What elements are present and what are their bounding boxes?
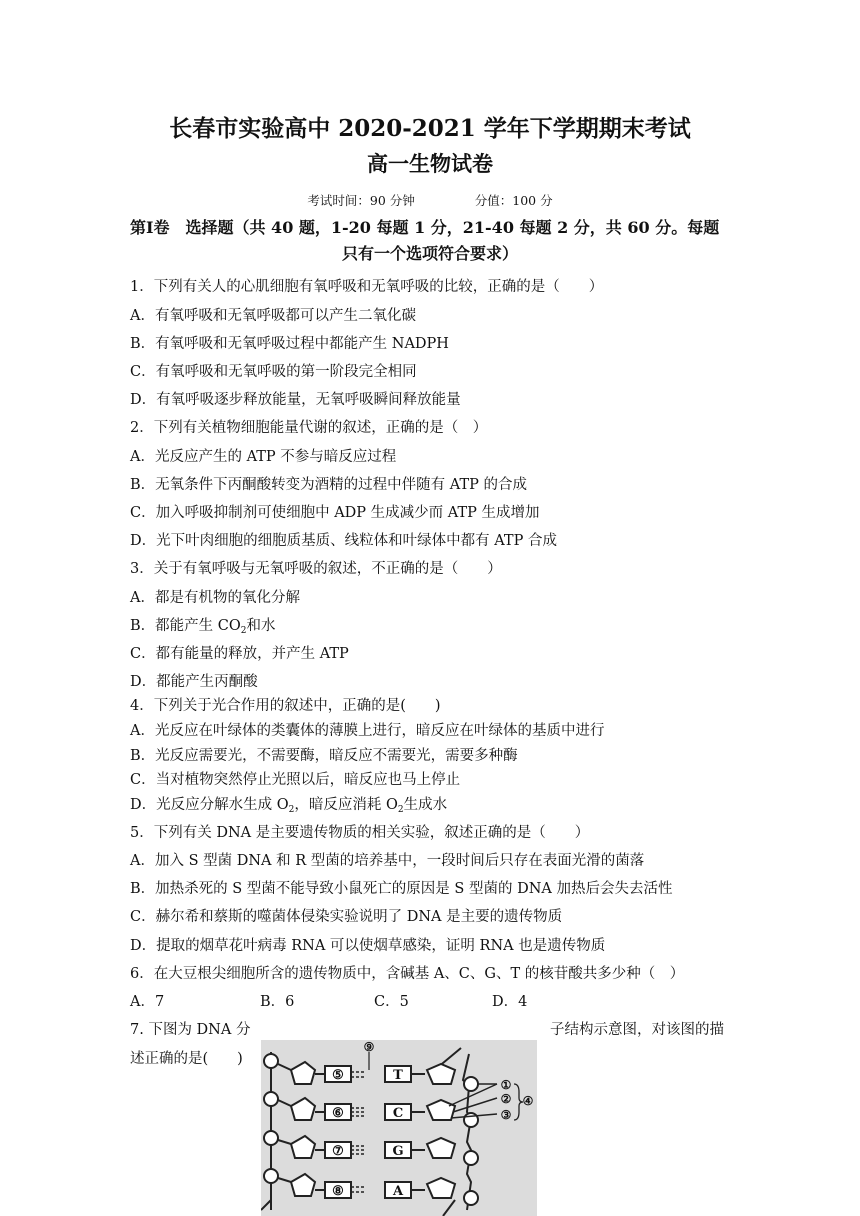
q3-b-text-end: 和水	[246, 618, 276, 634]
label-2: ②	[500, 1092, 512, 1106]
base-g: G	[392, 1144, 404, 1159]
q4-d-subscript-2: 2	[397, 805, 404, 815]
question-5-stem: 5．下列有关 DNA 是主要遗传物质的相关实验，叙述正确的是（ ）	[130, 825, 590, 841]
question-6-option-d: D．4	[492, 994, 528, 1010]
exam-title: 长春市实验高中 2020-2021 学年下学期期末考试	[169, 115, 691, 142]
question-5-option-b: B．加热杀死的 S 型菌不能导致小鼠死亡的原因是 S 型菌的 DNA 加热后会失去活性	[130, 881, 673, 897]
brace-4	[514, 1084, 523, 1120]
question-4-option-d	[130, 793, 447, 815]
base-c: C	[392, 1106, 404, 1121]
question-6-stem: 6．在大豆根尖细胞所含的遗传物质中，含碱基 A、C、G、T 的核苷酸共多少种（ ）	[130, 966, 685, 982]
q4-d-text-mid: ，暗反应消耗 O	[294, 797, 398, 813]
question-2-stem: 2．下列有关植物细胞能量代谢的叙述，正确的是（ ）	[130, 420, 488, 436]
base-t: T	[393, 1068, 403, 1083]
question-4-stem: 4．下列关于光合作用的叙述中，正确的是( )	[130, 698, 441, 714]
label-7: ⑦	[332, 1144, 344, 1159]
question-1-option-c: C．有氧呼吸和无氧呼吸的第一阶段完全相同	[130, 364, 417, 380]
question-3-option-c: C．都有能量的释放，并产生 ATP	[130, 646, 349, 662]
q3-b-subscript: 2	[240, 626, 247, 636]
q4-d-subscript: 2	[288, 805, 295, 815]
section-heading-line1: 第Ⅰ卷 选择题（共 40 题，1-20 每题 1 分，21-40 每题 2 分，共 60 分。每题	[130, 218, 720, 237]
base-a: A	[392, 1184, 404, 1199]
question-1-option-b: B．有氧呼吸和无氧呼吸过程中都能产生 NADPH	[130, 336, 449, 352]
question-1-option-d: D．有氧呼吸逐步释放能量，无氧呼吸瞬间释放能量	[130, 392, 461, 408]
label-3: ③	[500, 1108, 512, 1122]
exam-time: 考试时间：90 分钟	[307, 193, 415, 208]
question-7-stem-left: 7. 下图为 DNA 分	[130, 1022, 251, 1038]
label-1: ①	[500, 1078, 512, 1092]
q3-b-text: B．都能产生 CO	[130, 618, 241, 634]
section-heading-line2: 只有一个选项符合要求）	[341, 244, 518, 263]
label-9: ⑨	[363, 1040, 375, 1054]
label-6: ⑥	[332, 1106, 344, 1121]
question-7-stem-right: 子结构示意图，对该图的描	[550, 1022, 724, 1038]
question-2-option-b: B．无氧条件下丙酮酸转变为酒精的过程中伴随有 ATP 的合成	[130, 477, 527, 493]
question-6-options	[130, 990, 527, 1011]
question-2-option-d: D．光下叶肉细胞的细胞质基质、线粒体和叶绿体中都有 ATP 合成	[130, 533, 557, 549]
question-3-option-a: A．都是有机物的氧化分解	[130, 590, 300, 606]
question-3-option-b	[130, 614, 275, 636]
q4-d-text: D．光反应分解水生成 O	[130, 797, 289, 813]
exam-meta	[0, 191, 860, 209]
question-6-option-a: A．7	[130, 994, 165, 1010]
question-6-option-c: C．5	[374, 994, 409, 1010]
question-2-option-c: C．加入呼吸抑制剂可使细胞中 ADP 生成减少而 ATP 生成增加	[130, 505, 540, 521]
dna-diagram	[261, 1040, 537, 1216]
dna-structure-figure	[261, 1040, 537, 1216]
question-1-option-a: A．有氧呼吸和无氧呼吸都可以产生二氧化碳	[130, 308, 416, 324]
label-5: ⑤	[332, 1068, 344, 1083]
label-8: ⑧	[332, 1184, 344, 1199]
question-3-option-d: D．都能产生丙酮酸	[130, 674, 258, 690]
question-4-option-a: A．光反应在叶绿体的类囊体的薄膜上进行，暗反应在叶绿体的基质中进行	[130, 723, 605, 739]
q4-d-text-end: 生成水	[403, 797, 448, 813]
question-5-option-a: A．加入 S 型菌 DNA 和 R 型菌的培养基中，一段时间后只存在表面光滑的菌落	[130, 853, 645, 869]
question-5-option-c: C．赫尔希和蔡斯的噬菌体侵染实验说明了 DNA 是主要的遗传物质	[130, 909, 563, 925]
question-2-option-a: A．光反应产生的 ATP 不参与暗反应过程	[130, 449, 397, 465]
question-4-option-b: B．光反应需要光，不需要酶，暗反应不需要光，需要多种酶	[130, 748, 518, 764]
question-5-option-d: D．提取的烟草花叶病毒 RNA 可以使烟草感染，证明 RNA 也是遗传物质	[130, 938, 606, 954]
question-7-stem-line2: 述正确的是( )	[130, 1051, 243, 1067]
question-1-stem: 1．下列有关人的心肌细胞有氧呼吸和无氧呼吸的比较，正确的是（ ）	[130, 279, 604, 295]
question-4-option-c: C．当对植物突然停止光照以后，暗反应也马上停止	[130, 772, 461, 788]
exam-subtitle: 高一生物试卷	[367, 151, 493, 176]
label-4: ④	[522, 1094, 534, 1108]
question-3-stem: 3．关于有氧呼吸与无氧呼吸的叙述，不正确的是（ ）	[130, 561, 502, 577]
question-6-option-b: B．6	[260, 994, 295, 1010]
exam-score: 分值：100 分	[474, 193, 553, 208]
